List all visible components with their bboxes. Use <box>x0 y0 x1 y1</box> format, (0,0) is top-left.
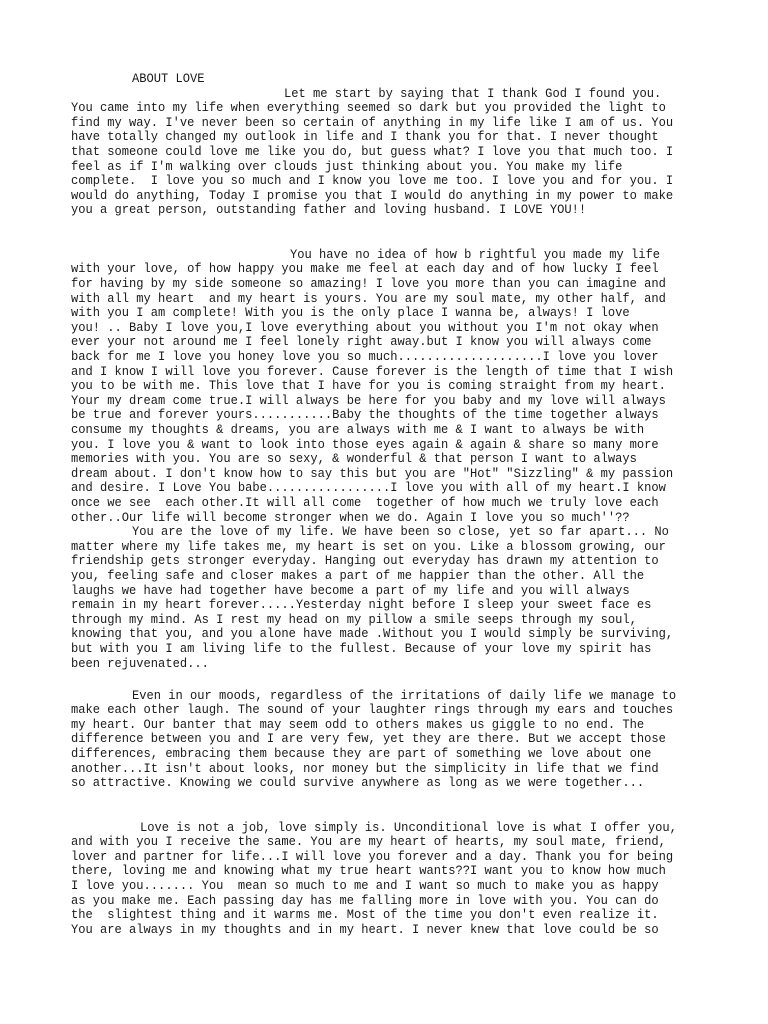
text-line: remain in my heart forever.....Yesterday night before I sleep your sweet face es <box>71 597 652 613</box>
text-line: ever your not around me I feel lonely right away.but I know you will always come <box>71 334 652 350</box>
text-line: You have no idea of how b rightful you made my life <box>290 246 661 262</box>
text-line: so attractive. Knowing we could survive anywhere as long as we were together... <box>71 775 645 791</box>
text-line: my heart. Our banter that may seem odd to others makes us giggle to no end. The <box>71 716 645 732</box>
text-line: knowing that you, and you alone have made .Without you I would simply be surviving, <box>71 626 674 642</box>
text-line: memories with you. You are so sexy, & wonderful & that person I want to always <box>71 451 637 467</box>
text-line: with all my heart and my heart is yours. You are my soul mate, my other half, and <box>71 290 666 306</box>
text-line: you! .. Baby I love you,I love everything about you without you I'm not okay when <box>71 319 659 335</box>
text-line: would do anything, Today I promise you that I would do anything in my power to make <box>71 187 674 203</box>
text-line: once we see each other.It will all come together of how much we truly love each <box>71 495 659 510</box>
text-line: lover and partner for life...I will love you forever and a day. Thank you for being <box>71 848 674 864</box>
text-line: that someone could love me like you do, but guess what? I love you that much too. I <box>71 144 674 159</box>
text-line: you a great person, outstanding father and loving husband. I LOVE YOU!! <box>71 202 587 218</box>
text-line: differences, embracing them because they are part of something we love about one <box>71 745 652 761</box>
text-line: friendship gets stronger everyday. Hanging out everyday has drawn my attention to <box>71 553 659 569</box>
text-line: complete. I love you so much and I know you love me too. I love you and for you. I <box>71 173 674 189</box>
text-line: another...It isn't about looks, nor money but the simplicity in life that we find <box>71 760 659 776</box>
text-line: Let me start by saying that I thank God I found you. <box>284 85 662 101</box>
text-line: and with you I receive the same. You are my heart of hearts, my soul mate, friend, <box>71 834 666 850</box>
document-title: ABOUT LOVE <box>132 71 205 86</box>
text-line: with your love, of how happy you make me feel at each day and of how lucky I feel <box>71 261 659 277</box>
text-line: difference between you and I are very few, yet they are there. But we accept those <box>71 731 666 747</box>
text-line: other..Our life will become stronger when we do. Again I love you so much''?? <box>71 509 630 525</box>
text-line: Your my dream come true.I will always be here for you baby and my love will always <box>71 392 666 408</box>
text-line: You came into my life when everything seemed so dark but you provided the light to <box>71 100 666 116</box>
text-line: and I know I will love you forever. Cause forever is the length of time that I wish <box>71 363 674 379</box>
text-line: you, feeling safe and closer makes a part of me happier than the other. All the <box>71 568 645 583</box>
text-line: make each other laugh. The sound of your laughter rings through my ears and touches <box>71 702 674 718</box>
text-line: consume my thoughts & dreams, you are always with me & I want to always be with <box>71 422 645 437</box>
text-line: be true and forever yours...........Baby the thoughts of the time together always <box>71 407 659 423</box>
text-line: but with you I am living life to the fullest. Because of your love my spirit has <box>71 641 652 656</box>
text-line: for having by my side someone so amazing! I love you more than you can imagine and <box>71 276 666 291</box>
text-line: the slightest thing and it warms me. Most of the time you don't even realize it. <box>71 907 659 923</box>
text-line: You are the love of my life. We have been so close, yet so far apart... No <box>132 524 669 540</box>
text-line: find my way. I've never been so certain of anything in my life like I am of us. You <box>71 114 674 130</box>
text-line: laughs we have had together have become a part of my life and you will always <box>71 582 630 598</box>
text-line: Even in our moods, regardless of the irritations of daily life we manage to <box>132 687 677 703</box>
text-line: Love is not a job, love simply is. Unconditional love is what I offer you, <box>140 819 677 835</box>
text-line: have totally changed my outlook in life and I thank you for that. I never thought <box>71 129 659 145</box>
text-line: you. I love you & want to look into those eyes again & again & share so many more <box>71 436 659 452</box>
text-line: been rejuvenated... <box>71 655 209 671</box>
text-line: as you make me. Each passing day has me falling more in love with you. You can do <box>71 892 659 908</box>
text-line: with you I am complete! With you is the only place I wanna be, always! I love <box>71 305 630 321</box>
text-line: I love you....... You mean so much to me and I want so much to make you as happy <box>71 877 659 893</box>
text-line: dream about. I don't know how to say this but you are "Hot" "Sizzling" & my passion <box>71 465 674 481</box>
text-line: You are always in my thoughts and in my heart. I never knew that love could be so <box>71 921 659 937</box>
text-line: through my mind. As I rest my head on my pillow a smile seeps through my soul, <box>71 611 637 627</box>
text-line: feel as if I'm walking over clouds just thinking about you. You make my life <box>71 158 623 174</box>
text-line: back for me I love you honey love you so much....................I love you lover <box>71 349 659 364</box>
text-line: matter where my life takes me, my heart is set on you. Like a blossom growing, our <box>71 538 666 554</box>
text-line: you to be with me. This love that I have for you is coming straight from my heart. <box>71 378 666 394</box>
text-line: there, loving me and knowing what my true heart wants??I want you to know how much <box>71 863 666 879</box>
text-line: and desire. I Love You babe.................I love you with all of my heart.I know <box>71 480 666 496</box>
